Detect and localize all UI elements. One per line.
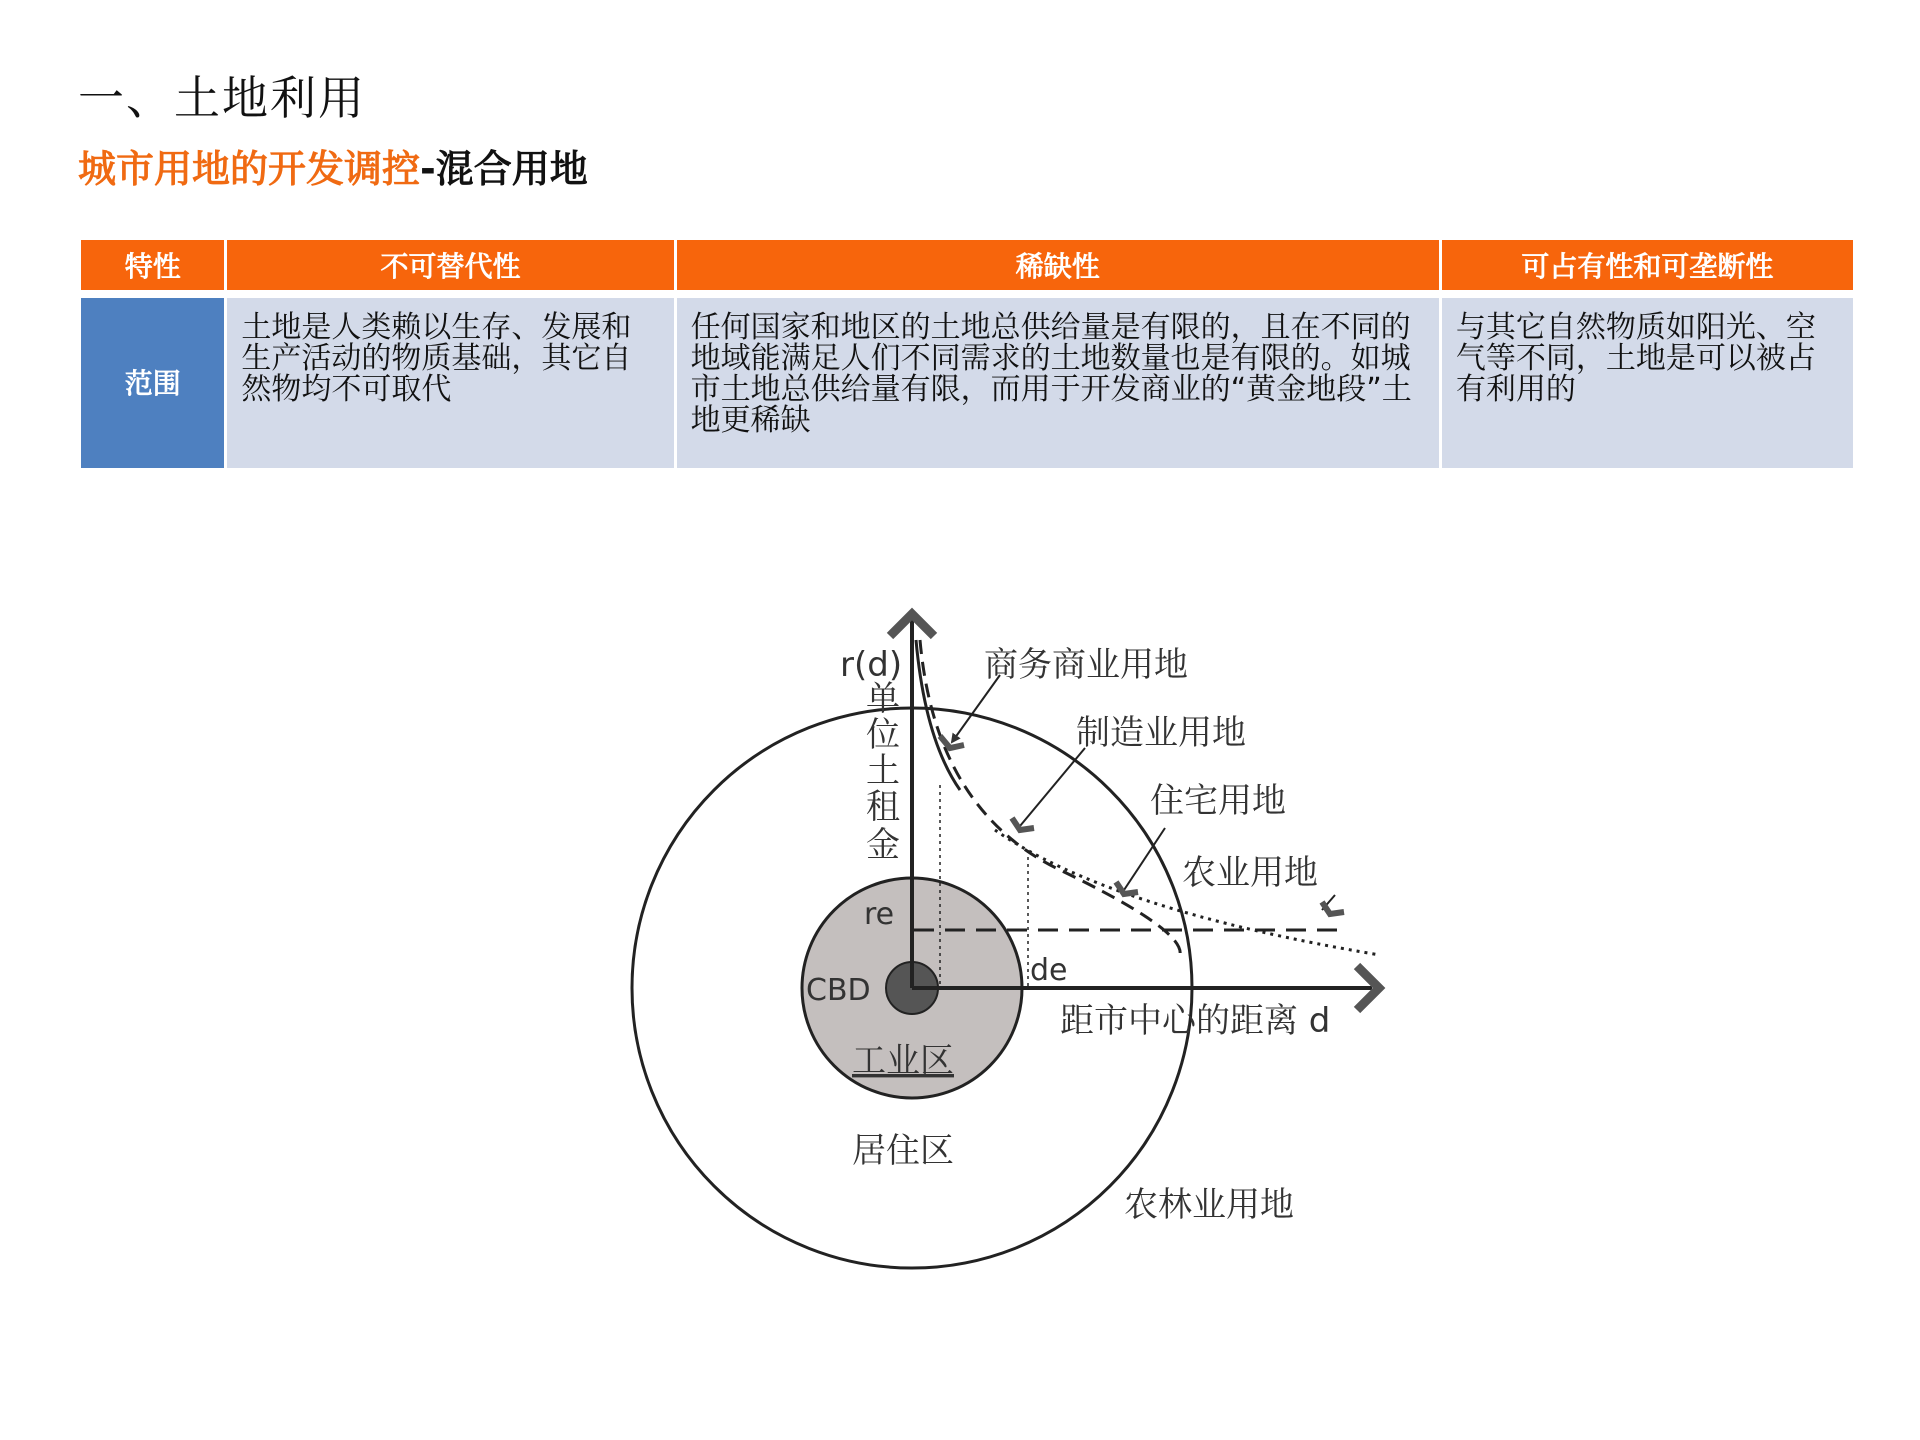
subtitle-rest: -混合用地: [420, 147, 588, 191]
pointer-agricultural-head: [1322, 902, 1344, 914]
row-label-scope: 范围: [81, 298, 224, 468]
y-axis-title-2: 位: [866, 715, 900, 755]
zone-label-residential: 居住区: [852, 1131, 954, 1171]
cbd-label: CBD: [806, 973, 871, 1008]
y-axis-title-5: 金: [866, 825, 900, 865]
x-axis-label: 距市中心的距离 d: [1060, 1001, 1331, 1041]
header-cell-irreplaceable: 不可替代性: [227, 240, 673, 298]
pointer-commercial: [952, 675, 1000, 742]
y-axis-title-4: 租: [866, 787, 900, 827]
curve-label-agricultural: 农业用地: [1182, 853, 1318, 893]
cell-scarcity: 任何国家和地区的土地总供给量是有限的，且在不同的地域能满足人们不同需求的土地数量也是有限的。如城市土地总供给量有限，而用于开发商业的“黄金地段”土地更稀缺: [677, 298, 1439, 468]
header-cell-monopoly: 可占有性和可垄断性: [1442, 240, 1853, 298]
y-axis-title-3: 土: [866, 751, 900, 791]
y-axis-title-1: 单: [866, 679, 900, 719]
cell-irreplaceable: 土地是人类赖以生存、发展和生产活动的物质基础，其它自然物均不可取代: [227, 298, 673, 468]
zone-label-industrial: 工业区: [852, 1041, 954, 1081]
zone-label-agriculture-forestry: 农林业用地: [1124, 1185, 1294, 1225]
y-axis-label: r(d): [840, 645, 903, 685]
re-label: re: [864, 897, 895, 932]
curve-label-commercial: 商务商业用地: [984, 645, 1188, 685]
header-cell-scarcity: 稀缺性: [677, 240, 1439, 298]
header-cell-feature: 特性: [81, 240, 224, 298]
pointer-manufacturing-head: [1012, 818, 1034, 830]
page-title: 一、土地利用: [78, 71, 366, 125]
curve-label-residential: 住宅用地: [1150, 781, 1286, 821]
curve-label-manufacturing: 制造业用地: [1076, 713, 1246, 753]
pointer-manufacturing: [1020, 748, 1085, 826]
subtitle-accent: 城市用地的开发调控: [78, 147, 421, 191]
cell-monopoly: 与其它自然物质如阳光、空气等不同，土地是可以被占有利用的: [1442, 298, 1853, 468]
de-label: de: [1030, 953, 1068, 988]
